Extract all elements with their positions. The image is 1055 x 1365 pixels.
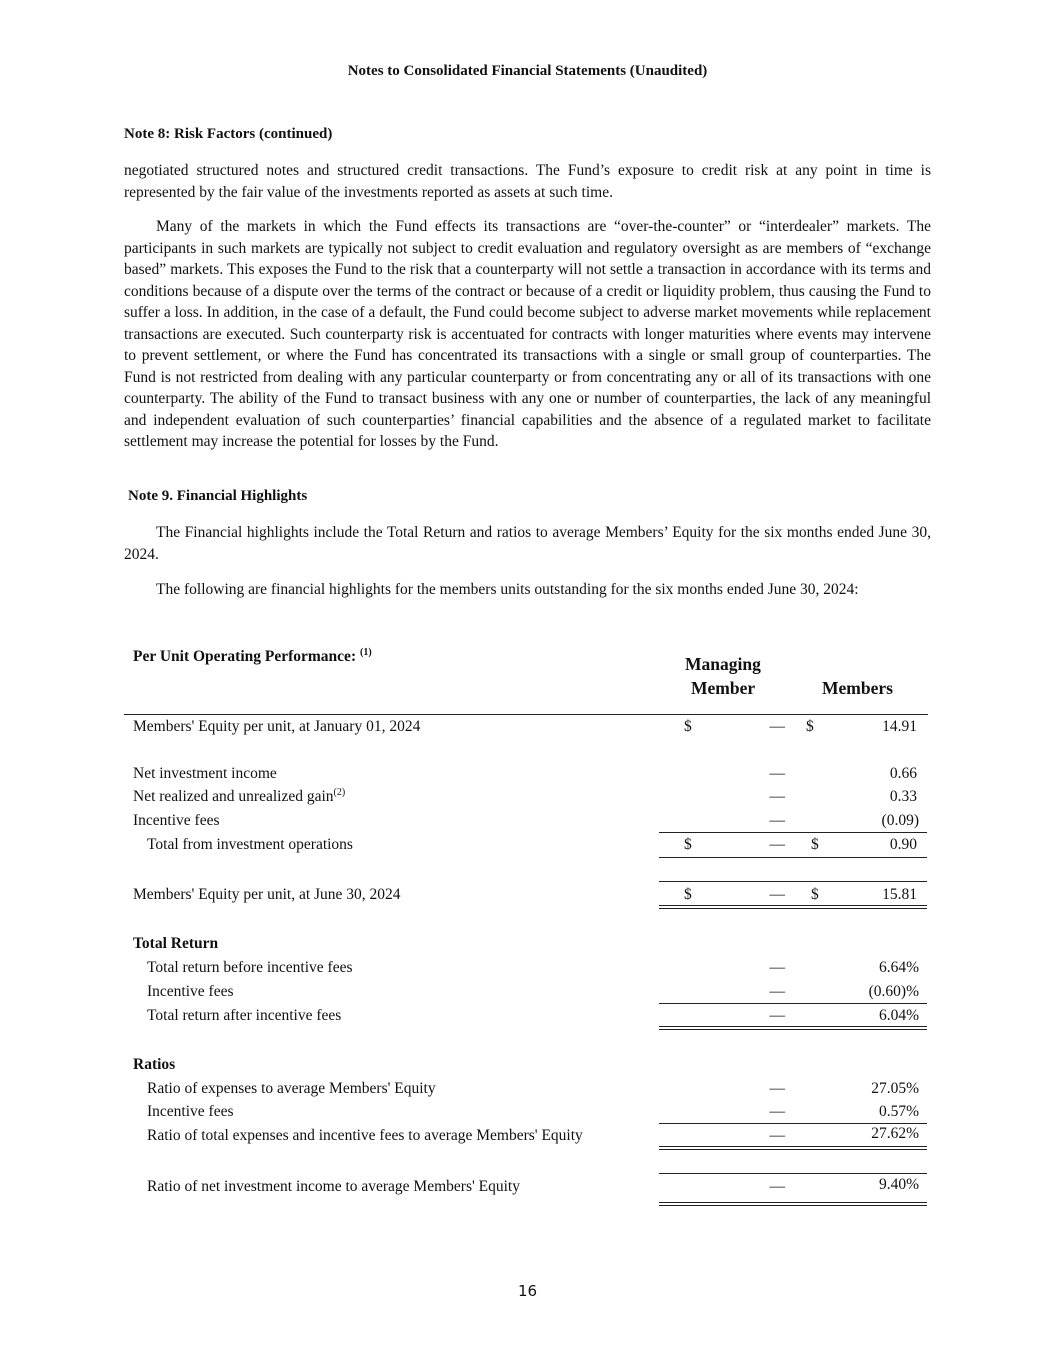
row-equity-end-members: 15.81 — [882, 886, 917, 903]
row-equity-begin-managing: — — [769, 718, 785, 735]
row-equity-end-managing: — — [769, 886, 785, 903]
row-ratio-expenses-managing: — — [769, 1080, 785, 1097]
row-tr-after-managing: — — [769, 1007, 785, 1024]
row-tr-before-members: 6.64% — [878, 959, 919, 976]
footnote-marker-2: (2) — [333, 786, 346, 798]
row-ratio-incentive-label: Incentive fees — [147, 1103, 234, 1120]
row-net-investment-income-label: Net investment income — [133, 765, 277, 782]
row-total-ops-currency-mm: $ — [684, 836, 692, 853]
double-rule-ratio-nii — [659, 1202, 927, 1206]
note9-paragraph-1: The Financial highlights include the Total Return and ratios to average Members’ Equity for the six months ended June 30, 2024. — [124, 524, 931, 563]
row-total-ops-label: Total from investment operations — [147, 836, 353, 853]
row-tr-incentive-label: Incentive fees — [147, 983, 234, 1000]
row-tr-incentive-managing: — — [769, 983, 785, 1000]
double-rule-equity-end — [659, 905, 927, 909]
row-net-realized-gain-managing: — — [769, 788, 785, 805]
row-equity-end-currency-m: $ — [811, 886, 819, 903]
note8-paragraph-2: Many of the markets in which the Fund effects its transactions are “over-the-counter” or “interdealer” markets. The participants in such markets are typically not subject to credit evaluation and regulatory oversight as are members of “exchange based” markets. This exposes the Fund to the risk that a counterparty will not settle a transaction in accordance with its terms and conditions because of a dispute over the terms of the contract or because of a credit or liquidity problem, thus causing the Fund to suffer a loss. In addition, in the case of a default, the Fund could become subject to adverse market movements while replacement transactions are executed. Such counterparty risk is accentuated for contracts with longer maturities where events may intervene to prevent settlement, or where the Fund has concentrated its transactions with a single or small group of counterparties. The Fund is not restricted from dealing with any particular counterparty or from concentrating any or all of its transactions with one counterparty. The ability of the Fund to transact business with any one or number of counterparties, the lack of any meaningful and independent evaluation of such counterparties’ financial capabilities and the absence of a regulated market to facilitate settlement may increase the potential for losses by the Fund. — [124, 218, 931, 450]
row-equity-begin-currency-mm: $ — [684, 718, 692, 735]
rule-before-ratio-total — [659, 1123, 927, 1124]
page-number: 16 — [517, 1282, 538, 1300]
row-net-realized-gain-label — [133, 788, 345, 806]
double-rule-tr-after — [659, 1026, 927, 1030]
rule-before-total-ops — [659, 832, 927, 833]
col-header-member: Member — [691, 678, 756, 698]
row-ratio-nii-members: 9.40% — [878, 1176, 919, 1193]
row-equity-begin-currency-m: $ — [806, 718, 814, 735]
row-ratio-incentive-managing: — — [769, 1103, 785, 1120]
row-ratio-total-label: Ratio of total expenses and incentive fees to average Members' Equity — [147, 1127, 583, 1144]
row-equity-end-currency-mm: $ — [684, 886, 692, 903]
per-unit-performance-title — [133, 648, 372, 666]
per-unit-performance-title-text: Per Unit Operating Performance: — [133, 648, 357, 665]
row-total-ops-currency-m: $ — [811, 836, 819, 853]
row-net-realized-gain-members: 0.33 — [889, 788, 917, 805]
note9-heading: Note 9. Financial Highlights — [128, 488, 308, 504]
row-ratio-total-members: 27.62% — [871, 1125, 919, 1142]
page-title: Notes to Consolidated Financial Statements (Unaudited) — [347, 63, 708, 79]
col-header-members: Members — [822, 678, 893, 698]
row-ratio-nii-managing: — — [769, 1178, 785, 1195]
row-tr-after-label: Total return after incentive fees — [147, 1007, 342, 1024]
row-incentive-fees-managing: — — [769, 812, 785, 829]
row-ratio-incentive-members: 0.57% — [878, 1103, 919, 1120]
header-rule — [124, 714, 928, 715]
double-rule-ratio-total — [659, 1146, 927, 1150]
row-ratio-expenses-members: 27.05% — [871, 1080, 919, 1097]
note8-heading: Note 8: Risk Factors (continued) — [124, 126, 333, 142]
footnote-marker-1: (1) — [359, 646, 372, 658]
ratios-heading: Ratios — [133, 1056, 176, 1073]
note8-paragraph-1: negotiated structured notes and structured credit transactions. The Fund’s exposure to credit risk at any point in time is represented by the fair value of the investments reported as assets at such time. — [124, 162, 931, 201]
rule-before-tr-after — [659, 1003, 927, 1004]
col-header-managing: Managing — [685, 654, 761, 674]
row-ratio-total-managing: — — [769, 1127, 785, 1144]
row-net-investment-income-members: 0.66 — [889, 765, 917, 782]
row-ratio-nii-label: Ratio of net investment income to average Members' Equity — [147, 1178, 520, 1195]
total-return-heading: Total Return — [133, 935, 219, 952]
row-equity-begin-label: Members' Equity per unit, at January 01, 2024 — [133, 718, 421, 735]
row-tr-before-label: Total return before incentive fees — [147, 959, 353, 976]
row-net-investment-income-managing: — — [769, 765, 785, 782]
row-tr-incentive-members: (0.60)% — [868, 983, 919, 1000]
row-ratio-expenses-label: Ratio of expenses to average Members' Equity — [147, 1080, 436, 1097]
row-tr-before-managing: — — [769, 959, 785, 976]
rule-before-equity-end — [659, 881, 927, 882]
rule-after-total-ops — [659, 857, 927, 858]
row-incentive-fees-members: (0.09) — [881, 812, 919, 829]
rule-before-ratio-nii — [659, 1173, 927, 1174]
row-total-ops-members: 0.90 — [889, 836, 917, 853]
row-tr-after-members: 6.04% — [878, 1007, 919, 1024]
row-total-ops-managing: — — [769, 836, 785, 853]
row-net-realized-gain-text: Net realized and unrealized gain — [133, 788, 334, 805]
row-incentive-fees-label: Incentive fees — [133, 812, 220, 829]
row-equity-end-label: Members' Equity per unit, at June 30, 2024 — [133, 886, 401, 903]
row-equity-begin-members: 14.91 — [882, 718, 917, 735]
note9-paragraph-2: The following are financial highlights for the members units outstanding for the six months ended June 30, 2024: — [156, 581, 859, 598]
